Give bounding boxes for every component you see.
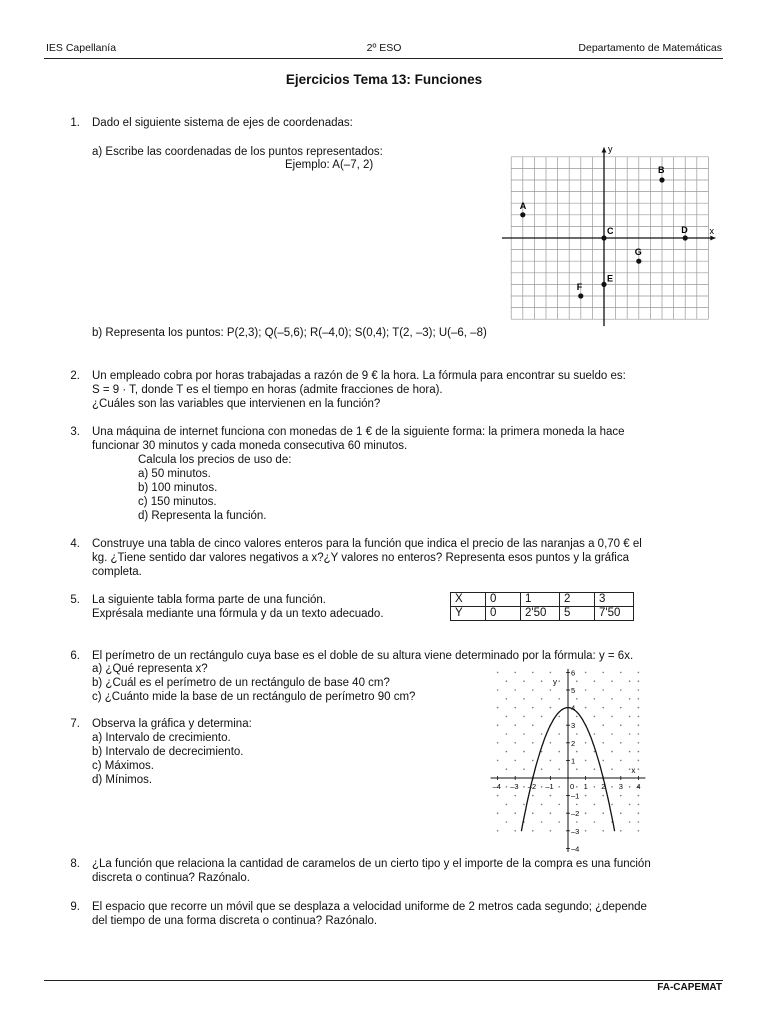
grid-dot [550,830,552,832]
y-tick-label: 2 [571,738,576,748]
grid-dot [602,672,604,674]
grid-dot [576,804,578,806]
grid-dot [506,821,508,823]
grid-dot [550,707,552,709]
grid-dot [497,760,499,762]
grid-dot [594,821,596,823]
grid-dot [629,786,631,788]
grid-dot [585,672,587,674]
x-tick-label: 3 [618,782,623,791]
grid-dot [523,716,525,718]
grid-dot [506,804,508,806]
ex9-number: 9. [70,901,80,913]
grid-dot [506,716,508,718]
ex8-number: 8. [70,858,80,870]
grid-dot [629,804,631,806]
grid-dot [506,786,508,788]
y-tick-label: 1 [571,756,576,766]
ex6-a: a) ¿Qué representa x? [92,663,208,675]
x-tick-label: –4 [492,782,501,791]
grid-dot [541,821,543,823]
ex1-number: 1. [70,117,80,129]
grid-dot [602,724,604,726]
ex7-item-c: c) Máximos. [92,760,154,772]
ex2-line3: ¿Cuáles son las variables que intervienen en la función? [92,398,381,410]
ex3-line1: Una máquina de internet funciona con monedas de 1 € de la siguiente forma: la primera moneda la hace [92,426,625,438]
y-axis-label: y [553,677,558,687]
point-label: B [658,165,665,175]
grid-dot [638,716,640,718]
grid-dot [620,830,622,832]
y-tick-label: 5 [571,686,576,695]
grid-dot [576,698,578,700]
grid-dot [629,698,631,700]
grid-dot [620,724,622,726]
grid-dot [514,724,516,726]
grid-dot [585,689,587,691]
x-axis-arrow [710,236,715,241]
grid-dot [523,786,525,788]
grid-dot [558,821,560,823]
point-e [601,282,606,287]
table-cell: 7'50 [595,607,634,621]
y-tick-label: –3 [571,826,580,836]
grid-dot [497,812,499,814]
grid-dot [638,742,640,744]
grid-dot [638,795,640,797]
grid-dot [611,698,613,700]
grid-dot [629,733,631,735]
grid-dot [514,812,516,814]
grid-dot [585,812,587,814]
ex7-number: 7. [70,718,80,730]
table-row [451,607,634,621]
grid-dot [638,812,640,814]
values-table [450,592,634,621]
grid-dot [638,830,640,832]
x-tick-label: 2 [601,782,606,791]
ex6-b: b) ¿Cuál es el perímetro de un rectángulo de base 40 cm? [92,677,390,689]
grid-dot [611,733,613,735]
grid-dot [541,751,543,753]
grid-dot [550,760,552,762]
grid-dot [523,804,525,806]
table-row [451,593,634,607]
ex3-item-a: a) 50 minutos. [138,468,211,480]
table-cell: 0 [486,607,521,621]
grid-dot [611,768,613,770]
grid-dot [638,733,640,735]
x-tick-label: –2 [527,782,537,791]
table-cell: 2 [560,593,595,607]
point-label: C [607,226,614,236]
grid-dot [638,804,640,806]
grid-dot [576,716,578,718]
grid-dot [629,680,631,682]
grid-dot [550,672,552,674]
grid-dot [523,768,525,770]
grid-dot [532,760,534,762]
grid-dot [585,795,587,797]
grid-dot [594,768,596,770]
grid-dot [497,689,499,691]
grid-dot [611,680,613,682]
grid-dot [620,795,622,797]
grid-dot [602,795,604,797]
grid-dot [550,812,552,814]
grid-dot [550,742,552,744]
ex1-a-text: a) Escribe las coordenadas de los puntos representados: [92,146,383,158]
grid-dot [532,812,534,814]
grid-dot [532,742,534,744]
grid-dot [638,768,640,770]
grid-dot [506,680,508,682]
grid-dot [594,751,596,753]
point-label: A [519,200,527,211]
point-f [578,293,583,298]
table-cell: 1 [521,593,560,607]
ex9-line1: El espacio que recorre un móvil que se desplaza a velocidad uniforme de 2 metros cada segundo; ¿depende [92,901,647,913]
ex5-line2: Exprésala mediante una fórmula y da un texto adecuado. [92,608,384,620]
grid-dot [638,680,640,682]
table-cell: 3 [595,593,634,607]
ex7-item-d: d) Mínimos. [92,774,153,786]
ex8-line2: discreta o continua? Razónalo. [92,872,250,884]
grid-dot [497,707,499,709]
ex6-c: c) ¿Cuánto mide la base de un rectángulo de perímetro 90 cm? [92,691,416,703]
grid-dot [532,830,534,832]
y-tick-label: –2 [571,809,580,819]
ex3-item-d: d) Representa la función. [138,510,267,522]
point-b [659,177,664,182]
table-cell: 0 [486,593,521,607]
grid-dot [638,760,640,762]
grid-dot [585,742,587,744]
grid-dot [629,821,631,823]
point-label: G [634,247,642,258]
header-rule [44,58,723,59]
grid-dot [594,786,596,788]
grid-dot [541,804,543,806]
grid-dot [638,821,640,823]
footer-code: FA-CAPEMAT [657,982,722,993]
grid-dot [620,812,622,814]
grid-dot [585,760,587,762]
grid-dot [523,698,525,700]
grid-dot [541,698,543,700]
grid-dot [550,795,552,797]
grid-dot [532,724,534,726]
ex3-intro: Calcula los precios de uso de: [138,454,292,466]
grid-dot [638,707,640,709]
header-school: IES Capellanía [46,42,117,54]
grid-dot [638,698,640,700]
point-a [520,212,525,217]
grid-dot [620,689,622,691]
ex4-line2: kg. ¿Tiene sentido dar valores negativos a x?¿Y valores no enteros? Representa esos puntos y la gráfica [92,552,629,564]
header-department: Departamento de Matemáticas [578,42,722,54]
grid-dot [620,760,622,762]
ex7-item-a: a) Intervalo de crecimiento. [92,732,231,744]
grid-dot [514,707,516,709]
ex7-item-b: b) Intervalo de decrecimiento. [92,746,244,758]
grid-dot [532,707,534,709]
grid-dot [497,742,499,744]
footer-rule [44,980,723,981]
header-course: 2º ESO [366,42,402,54]
grid-dot [532,672,534,674]
parabola-graph [480,668,650,854]
grid-dot [638,724,640,726]
grid-dot [576,821,578,823]
grid-dot [558,768,560,770]
grid-dot [506,698,508,700]
grid-dot [611,716,613,718]
grid-dot [497,830,499,832]
ex3-item-c: c) 150 minutos. [138,496,217,508]
x-tick-label: 0 [570,782,575,791]
ex8-line1: ¿La función que relaciona la cantidad de caramelos de un cierto tipo y el importe de la compra es una función [92,858,651,870]
grid-dot [506,751,508,753]
grid-dot [611,786,613,788]
grid-dot [532,689,534,691]
grid-dot [585,707,587,709]
grid-dot [602,707,604,709]
x-tick-label: –1 [545,782,554,791]
ex2-line2: S = 9 · T, donde T es el tiempo en horas (admite fracciones de hora). [92,384,443,396]
grid-dot [541,680,543,682]
y-tick-label: 3 [571,721,576,731]
point-g [636,259,641,264]
grid-dot [514,830,516,832]
y-tick-label: 4 [571,703,576,713]
point-c [601,235,606,240]
grid-dot [541,716,543,718]
grid-dot [506,768,508,770]
grid-dot [541,768,543,770]
x-axis-label: x [709,226,715,236]
grid-dot [620,672,622,674]
grid-dot [629,768,631,770]
point-label: E [607,273,614,284]
ex5-number: 5. [70,594,80,606]
grid-dot [514,672,516,674]
grid-dot [594,733,596,735]
grid-dot [585,830,587,832]
ex1-b-text: b) Representa los puntos: P(2,3); Q(–5,6); R(–4,0); S(0,4); T(2, –3); U(–6, –8) [92,327,487,339]
ex4-line1: Construye una tabla de cinco valores enteros para la función que indica el precio de las naranjas a 0,70 € el [92,538,642,550]
point-label: D [681,225,688,235]
grid-dot [523,680,525,682]
grid-dot [594,804,596,806]
y-tick-label: 6 [571,668,576,678]
page-title: Ejercicios Tema 13: Funciones [285,72,483,87]
grid-dot [620,707,622,709]
grid-dot [594,698,596,700]
grid-dot [506,733,508,735]
ex2-number: 2. [70,370,80,382]
x-tick-label: –3 [510,782,519,791]
grid-dot [558,751,560,753]
point-d [683,235,688,240]
x-axis-label: x [631,766,636,775]
grid-dot [514,742,516,744]
table-cell: 2'50 [521,607,560,621]
grid-dot [550,689,552,691]
grid-dot [497,724,499,726]
table-cell: Y [451,607,486,621]
ex4-line3: completa. [92,566,142,578]
x-tick-label: 4 [636,782,641,791]
grid-dot [558,804,560,806]
ex9-line2: del tiempo de una forma discreta o continua? Razónalo. [92,915,378,927]
ex2-line1: Un empleado cobra por horas trabajadas a razón de 9 € la hora. La fórmula para encontrar su sueldo es: [92,370,626,382]
grid-dot [638,689,640,691]
grid-dot [602,689,604,691]
ex4-number: 4. [70,538,80,550]
grid-dot [558,716,560,718]
grid-dot [620,742,622,744]
grid-dot [514,689,516,691]
grid-dot [541,786,543,788]
y-axis-arrow [602,148,607,153]
grid-dot [523,733,525,735]
y-tick-label: –4 [571,844,580,854]
grid-dot [576,680,578,682]
ex1-text: Dado el siguiente sistema de ejes de coordenadas: [92,117,353,129]
grid-dot [558,786,560,788]
ex5-line1: La siguiente tabla forma parte de una función. [92,594,326,606]
grid-dot [558,733,560,735]
grid-dot [576,768,578,770]
grid-dot [611,751,613,753]
point-label: F [576,282,583,292]
x-tick-label: 1 [583,782,588,791]
table-cell: X [451,593,486,607]
ex3-number: 3. [70,426,80,438]
coordinate-grid [503,140,723,326]
table-cell: 5 [560,607,595,621]
grid-dot [541,733,543,735]
ex6-number: 6. [70,650,80,662]
grid-dot [558,698,560,700]
grid-dot [523,751,525,753]
grid-dot [629,751,631,753]
ex6-line1: El perímetro de un rectángulo cuya base es el doble de su altura viene determinado por la fórmula: y = 6x. [92,650,634,662]
grid-dot [514,760,516,762]
y-tick-label: –1 [571,791,580,801]
ex7-intro: Observa la gráfica y determina: [92,718,252,730]
ex3-line2: funcionar 30 minutos y cada moneda consecutiva 60 minutos. [92,440,408,452]
grid-dot [611,804,613,806]
grid-dot [576,733,578,735]
grid-dot [594,680,596,682]
grid-dot [576,751,578,753]
grid-dot [594,716,596,718]
grid-dot [638,672,640,674]
grid-dot [576,786,578,788]
grid-dot [629,716,631,718]
grid-dot [497,672,499,674]
grid-dot [602,830,604,832]
grid-dot [558,680,560,682]
grid-dot [602,812,604,814]
grid-dot [638,751,640,753]
ex3-item-b: b) 100 minutos. [138,482,218,494]
grid-dot [532,795,534,797]
grid-dot [602,760,604,762]
y-axis-label: y [608,144,613,155]
grid-dot [602,742,604,744]
ex1-example: Ejemplo: A(–7, 2) [285,159,374,171]
grid-dot [497,795,499,797]
grid-dot [514,795,516,797]
